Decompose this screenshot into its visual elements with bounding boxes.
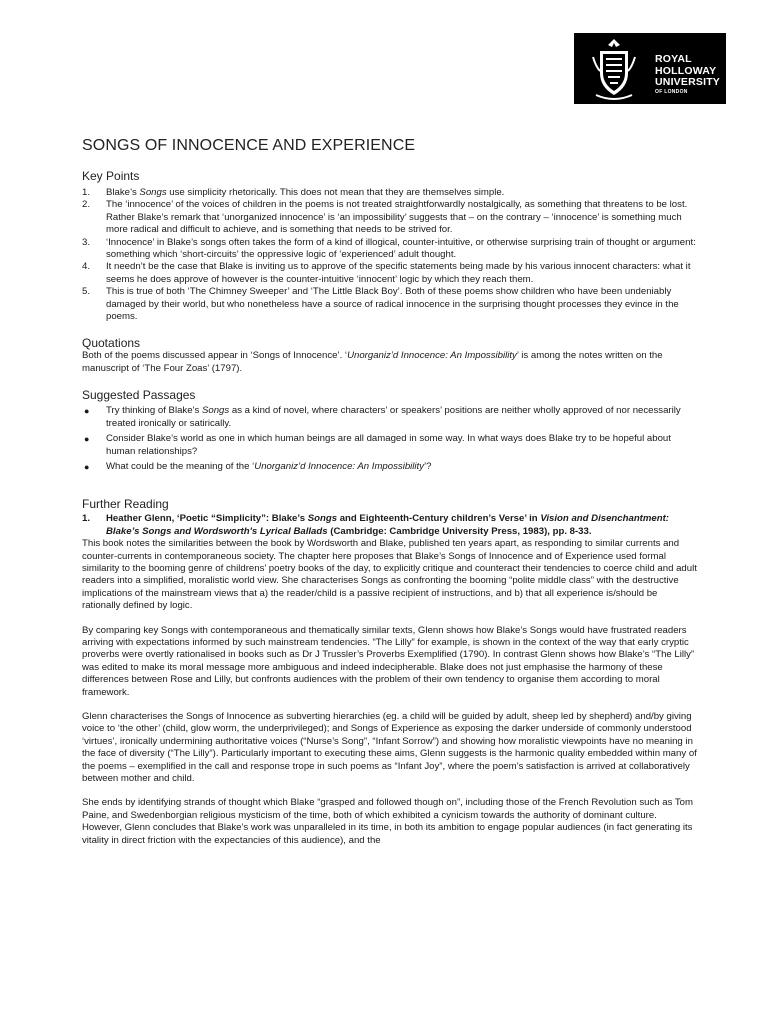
item-text: The ‘innocence’ of the voices of children in the poems is not treated straightforwardly nostalgically, as something that threatens to be lost. Rather Blake’s remark that ‘unorganized innocence’ is ‘an impossibility’ suggests that – on the contrary – ‘innocence’ is something much more radical and difficult to achieve, and is something that needs to be strived for. [106, 199, 688, 236]
suggested-passages-list [82, 405, 698, 473]
item-number: 1. [82, 187, 91, 198]
key-points-heading: Key Points [82, 169, 140, 183]
reference-text: (Cambridge: Cambridge University Press, 1983), pp. 8-33. [327, 525, 592, 537]
item-text: Consider Blake’s world as one in which human beings are all damaged in some way. In what ways does Blake try to be hopeful about human relationships? [106, 433, 671, 457]
further-reading-heading: Further Reading [82, 497, 169, 512]
paragraph: Glenn characterises the Songs of Innocence as subverting hierarchies (eg. a child will be guided by adult, sheep led by shepherd) and/by giving voice to ‘the other’ (child, glow worm, the underprivileged); and Songs of Experience as exposing the darker underside of commonly understood ‘virtues’, ironically undermining authoritative voices (“Nurse’s Song”, “Infant Sorrow”) and showing how moralistic viewpoints have no meaning in the face of diversity (“The Lilly”). Particularly important to executing these aims, Glenn suggests is the harmonic quality embedded within many of the poems – exemplified in the call and response trope in such poems as “Infant Joy”, where the poem’s satisfaction is arrived at collaboratively between mother and child. [82, 711, 697, 785]
logo-line-of-london: OF LONDON [655, 88, 688, 95]
key-points-list [82, 187, 698, 323]
item-text: ’? [424, 460, 432, 472]
key-points-section [82, 169, 698, 323]
document-body [82, 137, 698, 847]
paragraph: She ends by identifying strands of thought which Blake “grasped and followed though on”, including those of the French Revolution such as Tom Paine, and Swedenborgian religious mysticism of the time, both of which exhibited a cynicism towards the authority of dominant culture. However, Glenn concludes that Blake’s work was unparalleled in its time, in both its ambition to engage popular audiences (in fact generating its vitality in direct friction with the expectancies of this audience), and the [82, 797, 694, 846]
item-number: 3. [82, 236, 91, 248]
reference-emphasis: Songs [307, 513, 338, 525]
reference-book-title: Vision and Disenchantment: Blake’s Songs and Wordsworth's Lyrical Ballads [106, 513, 669, 537]
logo-line-university: UNIVERSITY [655, 76, 721, 88]
item-text: ‘Innocence’ in Blake’s songs often takes the form of a kind of illogical, counter-intuitive, or otherwise surprising train of thought or argument: something which ‘short-circuits’ the oppressive logic of ‘experienced’ adult thought. [106, 236, 696, 261]
quotations-section [82, 336, 698, 375]
list-item [82, 286, 698, 323]
list-item [82, 187, 698, 199]
item-emphasis: Songs [201, 405, 230, 417]
bullet-icon: ● [84, 461, 90, 472]
university-logo [574, 33, 726, 104]
item-text: This is true of both ‘The Chimney Sweeper’ and ‘The Little Black Boy’. Both of these poems show children who have been undeniably damaged by their world, but who nonetheless have a source of radical innocence in the surprising thought processes they evince in the poems. [106, 286, 679, 323]
item-emphasis: Songs [139, 187, 167, 198]
item-number: 5. [82, 286, 91, 298]
item-text: Try thinking of Blake’s [106, 405, 202, 417]
list-item [82, 261, 698, 286]
item-number: 2. [82, 199, 91, 211]
item-number: 4. [82, 261, 91, 273]
logo-line-holloway: HOLLOWAY [655, 64, 717, 77]
reference-entry [82, 513, 698, 538]
bullet-icon: ● [84, 434, 90, 445]
reference-text: and Eighteenth-Century children’s Verse’ in [337, 513, 541, 525]
item-text: It needn’t be the case that Blake is inviting us to approve of the specific statements being made by his various innocent characters: what it seems he does approve of however is the counter-intuitive ‘innocent’ logic by which they reach them. [106, 261, 691, 285]
logo-line-royal: ROYAL [655, 53, 692, 65]
reference-text: Heather Glenn, ‘Poetic “Simplicity”: Blake’s [106, 513, 308, 525]
list-item [82, 405, 698, 430]
further-reading-section [82, 497, 698, 847]
item-number: 1. [82, 513, 91, 525]
quotations-text [82, 350, 698, 375]
text-emphasis: Unorganiz’d Innocence: An Impossibility [347, 350, 517, 362]
text-run: Both of the poems discussed appear in ‘Songs of Innocence’. ‘ [82, 350, 348, 362]
list-item [82, 199, 698, 236]
item-text: What could be the meaning of the ‘ [106, 460, 255, 472]
paragraph: This book notes the similarities between the book by Wordsworth and Blake, published ten years apart, as responding to similar currents and counter-currents in contemporaneous society. The chapter here proposes that Blake’s Songs of Innocence and of Experience used formal similarity to the booming genre of childrens’ poetry books of the day, to explicitly critique and counteract their tendencies to coerce child and adult readers into a simplified, moralistic world view. She characterises Songs as confronting the booming “polite middle class” with the destructive implications of the mainstream views that a) the reader/child is a passive recipient of instructions, and b) that all experience is/should be rationally defined by logic. [82, 538, 697, 612]
list-item [82, 461, 698, 473]
logo-wordmark [655, 54, 720, 95]
crest-icon [590, 37, 638, 101]
item-text: use simplicity rhetorically. This does not mean that they are themselves simple. [166, 187, 505, 198]
item-text: Blake’s [106, 187, 140, 198]
list-item [82, 237, 698, 262]
suggested-passages-heading: Suggested Passages [82, 388, 196, 403]
item-emphasis: Unorganiz’d Innocence: An Impossibility [254, 460, 425, 472]
quotations-heading: Quotations [82, 336, 141, 351]
text-run: ’ is among the notes written on the manuscript of ‘The Four Zoas’ (1797). [82, 350, 663, 374]
list-item [82, 433, 698, 458]
paragraph: By comparing key Songs with contemporaneous and thematically similar texts, Glenn shows how Blake’s Songs would have frustrated readers arriving with expectations informed by such mainstream tendencies. “The Lilly” for example, is shown in the context of the way that early cryptic proverbs were overtly rationalised in books such as Dr J Trussler’s Proverbs Exemplified (1790). In contrast Glenn shows how Blake’s “The Lilly” was edited to make its moral message more ambiguous and indeed indecipherable. Blake does not just emphasise the harmony of these differences between Rose and Lilly, but confronts audiences with the problem of their own tendency to organise them according to moral framework. [82, 624, 695, 698]
bullet-icon: ● [84, 406, 90, 417]
page-title: SONGS OF INNOCENCE AND EXPERIENCE [82, 137, 416, 154]
suggested-passages-section [82, 388, 698, 473]
item-text: as a kind of novel, where characters’ or speakers’ positions are neither wholly approved of nor necessarily treated ironically or satirically. [106, 405, 681, 429]
